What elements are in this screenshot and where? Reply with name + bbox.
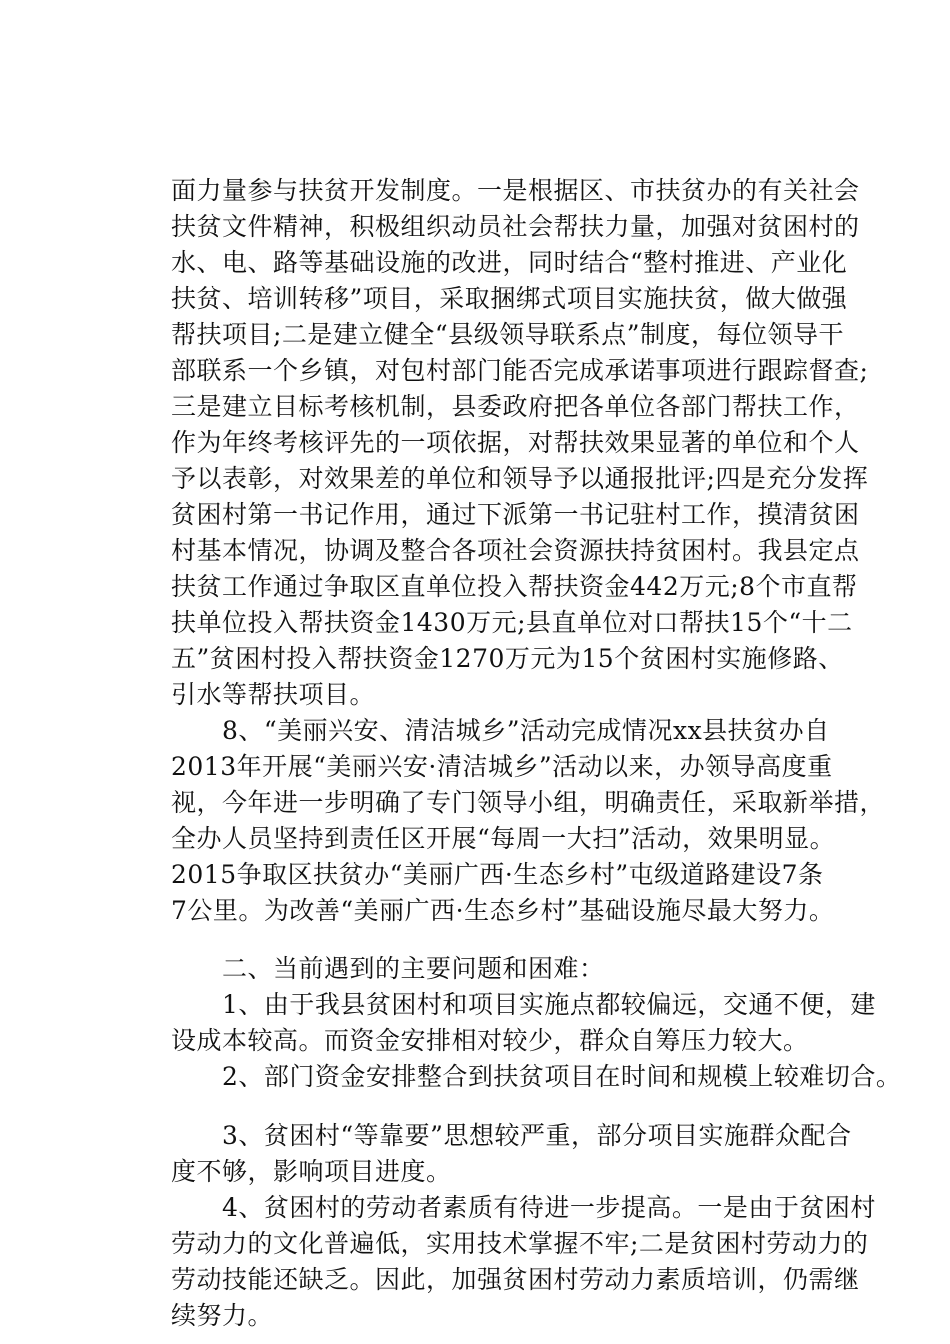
body-text-line: 扶贫文件精神，积极组织动员社会帮扶力量，加强对贫困村的 xyxy=(171,212,860,241)
body-text-line: 劳动技能还缺乏。因此，加强贫困村劳动力素质培训，仍需继 xyxy=(171,1265,860,1294)
body-text-line: 部联系一个乡镇，对包村部门能否完成承诺事项进行跟踪督查; xyxy=(171,356,869,385)
section-heading: 二、当前遇到的主要问题和困难： xyxy=(171,954,605,983)
body-text-line: 五”贫困村投入帮扶资金1270万元为15个贫困村实施修路、 xyxy=(171,644,844,673)
body-text-line: 予以表彰，对效果差的单位和领导予以通报批评;四是充分发挥 xyxy=(171,464,869,493)
body-text-line: 视，今年进一步明确了专门领导小组，明确责任，采取新举措， xyxy=(171,788,886,817)
body-text-line: 8、“美丽兴安、清洁城乡”活动完成情况xx县扶贫办自 xyxy=(171,716,830,745)
body-text-line: 劳动力的文化普遍低，实用技术掌握不牢;二是贫困村劳动力的 xyxy=(171,1229,869,1258)
body-text-line: 度不够，影响项目进度。 xyxy=(171,1157,452,1186)
body-text-line: 2013年开展“美丽兴安·清洁城乡”活动以来，办领导高度重 xyxy=(171,752,833,781)
body-text-line: 扶贫、培训转移”项目，采取捆绑式项目实施扶贫，做大做强 xyxy=(171,284,848,313)
body-text-line: 贫困村第一书记作用，通过下派第一书记驻村工作，摸清贫困 xyxy=(171,500,860,529)
body-text-line: 扶单位投入帮扶资金1430万元;县直单位对口帮扶15个“十二 xyxy=(171,608,853,637)
body-text-line: 4、贫困村的劳动者素质有待进一步提高。一是由于贫困村 xyxy=(171,1193,876,1222)
body-text-line: 帮扶项目;二是建立健全“县级领导联系点”制度，每位领导干 xyxy=(171,320,844,349)
body-text-line: 水、电、路等基础设施的改进，同时结合“整村推进、产业化 xyxy=(171,248,848,277)
body-text-line: 续努力。 xyxy=(171,1301,274,1330)
body-text-line: 3、贫困村“等靠要”思想较严重，部分项目实施群众配合 xyxy=(171,1121,852,1150)
body-text-line: 扶贫工作通过争取区直单位投入帮扶资金442万元;8个市直帮 xyxy=(171,572,858,601)
body-text-line: 7公里。为改善“美丽广西·生态乡村”基础设施尽最大努力。 xyxy=(171,896,835,925)
body-text-line: 三是建立目标考核机制，县委政府把各单位各部门帮扶工作， xyxy=(171,392,860,421)
body-text-line: 引水等帮扶项目。 xyxy=(171,680,376,709)
body-text-line: 2、部门资金安排整合到扶贫项目在时间和规模上较难切合。 xyxy=(171,1062,902,1091)
body-text-line: 1、由于我县贫困村和项目实施点都较偏远，交通不便，建 xyxy=(171,990,876,1019)
body-text-line: 设成本较高。而资金安排相对较少，群众自筹压力较大。 xyxy=(171,1026,809,1055)
body-text-line: 面力量参与扶贫开发制度。一是根据区、市扶贫办的有关社会 xyxy=(171,176,860,205)
body-text-line: 全办人员坚持到责任区开展“每周一大扫”活动，效果明显。 xyxy=(171,824,836,853)
body-text-line: 村基本情况，协调及整合各项社会资源扶持贫困村。我县定点 xyxy=(171,536,860,565)
body-text-line: 2015争取区扶贫办“美丽广西·生态乡村”屯级道路建设7条 xyxy=(171,860,824,889)
body-text-line: 作为年终考核评先的一项依据，对帮扶效果显著的单位和个人 xyxy=(171,428,860,457)
